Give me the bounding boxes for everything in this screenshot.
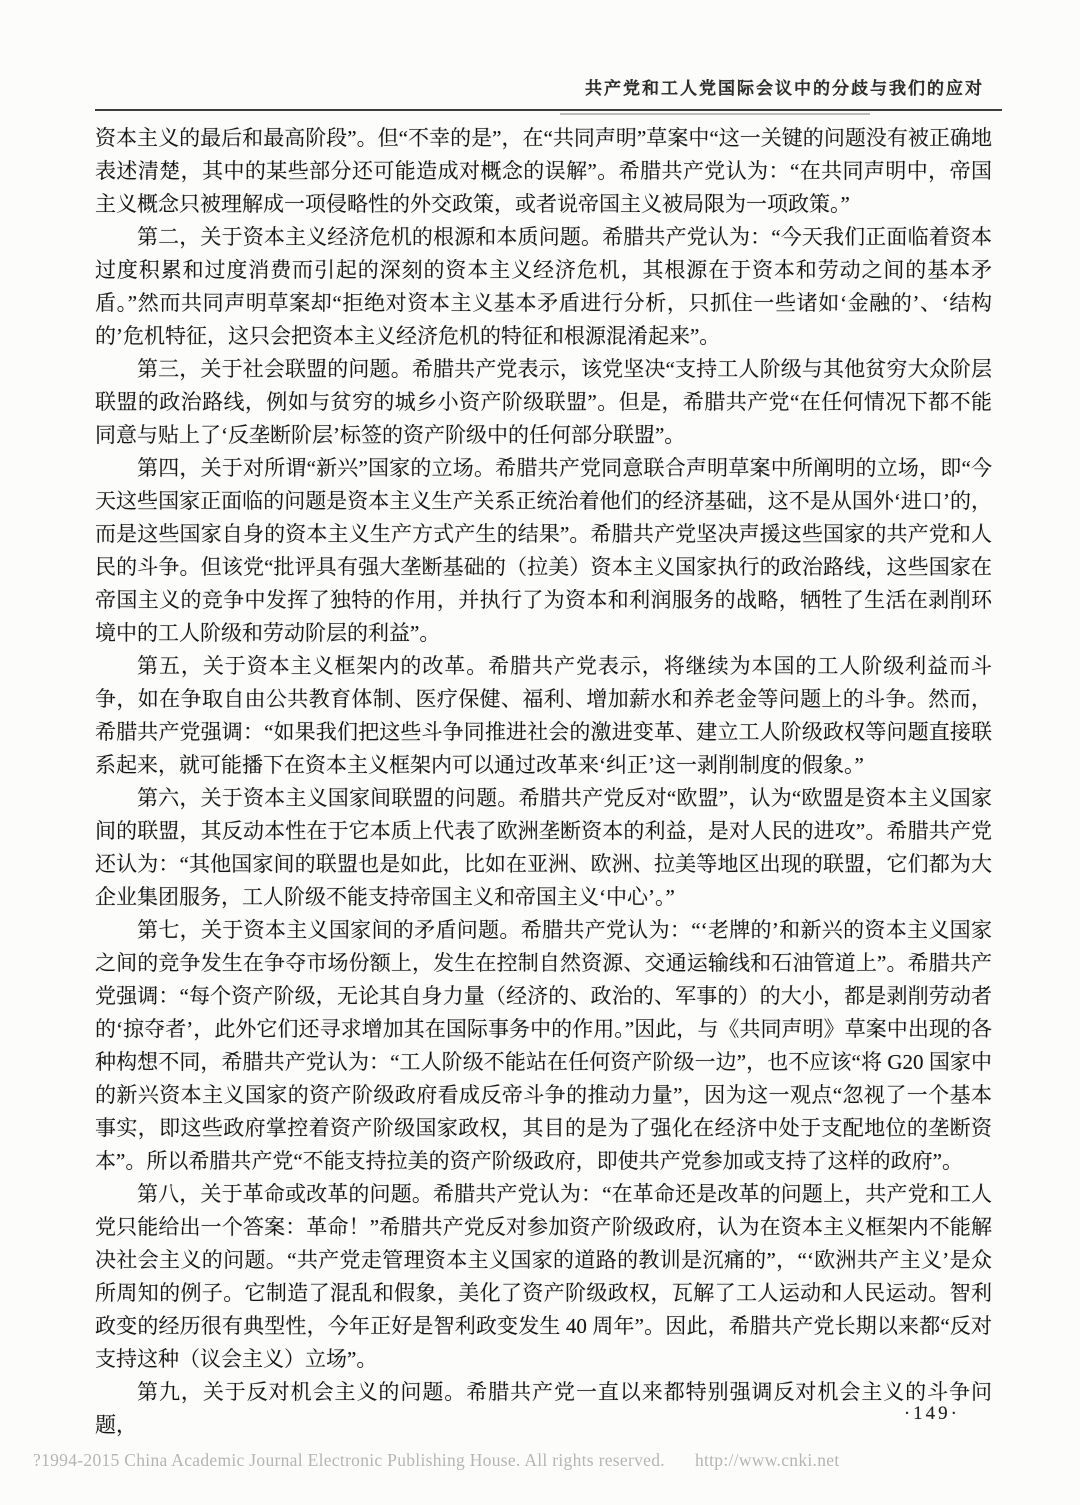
page-number: ·149· bbox=[903, 1403, 960, 1424]
body-paragraph: 第六，关于资本主义国家间联盟的问题。希腊共产党反对“欧盟”，认为“欧盟是资本主义国家间的联盟，其反动本性在于它本质上代表了欧洲垄断资本的利益，是对人民的进攻”。希腊共产党还认为：“其他国家间的联盟也是如此，比如在亚洲、欧洲、拉美等地区出现的联盟，它们都为大企业集团服务，工人阶级不能支持帝国主义和帝国主义‘中心’。” bbox=[95, 786, 992, 909]
body-paragraph: 资本主义的最后和最高阶段”。但“不幸的是”，在“共同声明”草案中“这一关键的问题没有被正确地表述清楚，其中的某些部分还可能造成对概念的误解”。希腊共产党认为：“在共同声明中，帝国主义概念只被理解成一项侵略性的外交政策，或者说帝国主义被局限为一项政策。” bbox=[95, 126, 992, 216]
body-paragraph: 第八，关于革命或改革的问题。希腊共产党认为：“在革命还是改革的问题上，共产党和工人党只能给出一个答案：革命！”希腊共产党反对参加资产阶级政府，认为在资本主义框架内不能解决社会主义的问题。“共产党走管理资本主义国家的道路的教训是沉痛的”，“‘欧洲共产主义’是众所周知的例子。它制造了混乱和假象，美化了资产阶级政权，瓦解了工人运动和人民运动。智利政变的经历很有典型性，今年正好是智利政变发生 40 周年”。因此，希腊共产党长期以来都“反对支持这种（议会主义）立场”。 bbox=[95, 1182, 992, 1371]
watermark-url: http://www.cnki.net bbox=[694, 1450, 840, 1470]
footer-watermark bbox=[33, 1450, 839, 1471]
scan-artifact-line bbox=[560, 113, 870, 115]
running-header-title: 共产党和工人党国际会议中的分歧与我们的应对 bbox=[585, 79, 984, 98]
body-paragraph: 第五，关于资本主义框架内的改革。希腊共产党表示，将继续为本国的工人阶级利益而斗争，如在争取自由公共教育体制、医疗保健、福利、增加薪水和养老金等问题上的斗争。然而，希腊共产党强调：“如果我们把这些斗争同推进社会的激进变革、建立工人阶级政权等问题直接联系起来，就可能播下在资本主义框架内可以通过改革来‘纠正’这一剥削制度的假象。” bbox=[95, 654, 992, 777]
watermark-text: ?1994-2015 China Academic Journal Electronic Publishing House. All rights reserved. bbox=[33, 1450, 665, 1470]
body-paragraph: 第七，关于资本主义国家间的矛盾问题。希腊共产党认为：“‘老牌的’和新兴的资本主义国家之间的竞争发生在争夺市场份额上，发生在控制自然资源、交通运输线和石油管道上”。希腊共产党强调：“每个资产阶级，无论其自身力量（经济的、政治的、军事的）的大小，都是剥削劳动者的‘掠夺者’，此外它们还寻求增加其在国际事务中的作用。”因此，与《共同声明》草案中出现的各种构想不同，希腊共产党认为：“工人阶级不能站在任何资产阶级一边”，也不应该“将 G20 国家中的新兴资本主义国家的资产阶级政府看成反帝斗争的推动力量”，因为这一观点“忽视了一个基本事实，即这些政府掌控着资产阶级国家政权，其目的是为了强化在经济中处于支配地位的垄断资本”。所以希腊共产党“不能支持拉美的资产阶级政府，即使共产党参加或支持了这样的政府”。 bbox=[95, 918, 992, 1173]
body-paragraph: 第九，关于反对机会主义的问题。希腊共产党一直以来都特别强调反对机会主义的斗争问题， bbox=[95, 1380, 992, 1437]
body-paragraph: 第二，关于资本主义经济危机的根源和本质问题。希腊共产党认为：“今天我们正面临着资本过度积累和过度消费而引起的深刻的资本主义经济危机，其根源在于资本和劳动之间的基本矛盾。”然而共同声明草案却“拒绝对资本主义基本矛盾进行分析，只抓住一些诸如‘金融的’、‘结构的’危机特征，这只会把资本主义经济危机的特征和根源混淆起来”。 bbox=[95, 225, 992, 348]
article-body bbox=[95, 122, 992, 1442]
body-paragraph: 第三，关于社会联盟的问题。希腊共产党表示，该党坚决“支持工人阶级与其他贫穷大众阶层联盟的政治路线，例如与贫穷的城乡小资产阶级联盟”。但是，希腊共产党“在任何情况下都不能同意与贴上了‘反垄断阶层’标签的资产阶级中的任何部分联盟”。 bbox=[95, 357, 992, 447]
header-rule bbox=[95, 109, 1002, 111]
body-paragraph: 第四，关于对所谓“新兴”国家的立场。希腊共产党同意联合声明草案中所阐明的立场，即“今天这些国家正面临的问题是资本主义生产关系正统治着他们的经济基础，这不是从国外‘进口’的，而是这些国家自身的资本主义生产方式产生的结果”。希腊共产党坚决声援这些国家的共产党和人民的斗争。但该党“批评具有强大垄断基础的（拉美）资本主义国家执行的政治路线，这些国家在帝国主义的竞争中发挥了独特的作用，并执行了为资本和利润服务的战略，牺牲了生活在剥削环境中的工人阶级和劳动阶层的利益”。 bbox=[95, 456, 992, 645]
